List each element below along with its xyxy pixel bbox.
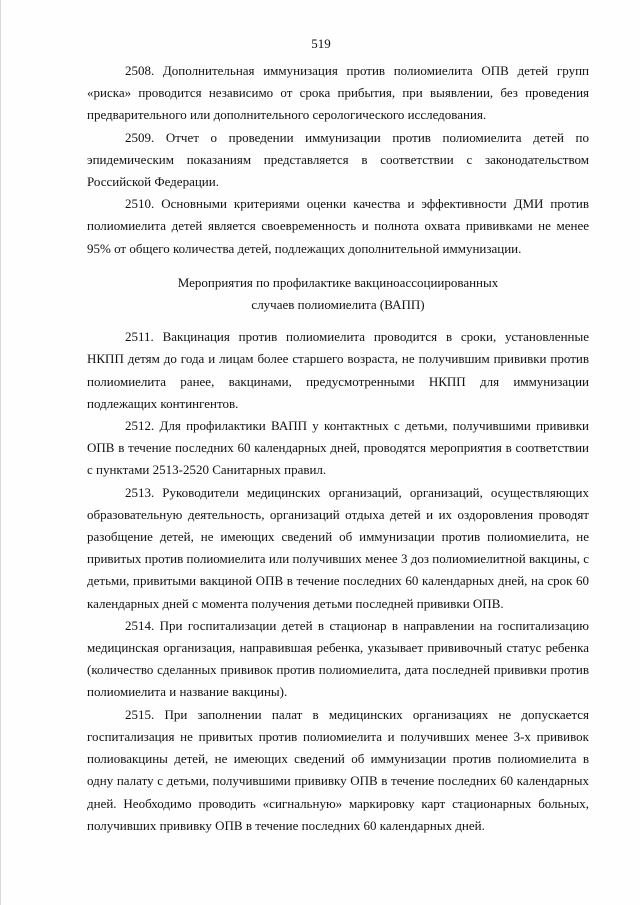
document-body: [87, 60, 589, 837]
paragraph-2512: 2512. Для профилактики ВАПП у контактных с детьми, получившими прививки ОПВ в течение последних 60 календарных дней, проводятся мероприятия в соответствии с пунктами 2513-2520 Санитарных правил.: [87, 418, 589, 478]
page-number: 519: [311, 36, 331, 51]
paragraph-2513: 2513. Руководители медицинских организаций, организаций, осуществляющих образовательную деятельность, организаций отдыха детей и их оздоровления проводят разобщение детей, не имеющих сведений об иммунизации против полиомиелита, не привитых против полиомиелита или получивших менее 3 доз полиомиелитной вакцины, с детьми, привитыми вакциной ОПВ в течение последних 60 календарных дней, на срок 60 календарных дней с момента получения детьми последней прививки ОПВ.: [87, 484, 589, 611]
paragraph-2514: 2514. При госпитализации детей в стационар в направлении на госпитализацию медицинская организация, направившая ребенка, указывает прививочный статус ребенка (количество сделанных прививок против полиомиелита, дата последней прививки против полиомиелита и название вакцины).: [87, 617, 589, 700]
section-heading-line-2: случаев полиомиелита (ВАПП): [251, 297, 425, 313]
paragraph-2515: 2515. При заполнении палат в медицинских организациях не допускается госпитализация не привитых против полиомиелита и получивших менее 3-х прививок полиовакцины детей, не имеющих сведений об иммунизации против полиомиелита в одну палату с детьми, получившими прививку ОПВ в течение последних 60 календарных дней. Необходимо проводить «сигнальную» маркировку карт стационарных больных, получивших прививку ОПВ в течение последних 60 календарных дней.: [87, 706, 589, 833]
paragraph-2510: 2510. Основными критериями оценки качества и эффективности ДМИ против полиомиелита детей является своевременность и полнота охвата прививками не менее 95% от общего количества детей, подлежащих дополнительной иммунизации.: [87, 196, 589, 256]
paragraph-2508: 2508. Дополнительная иммунизация против полиомиелита ОПВ детей групп «риска» проводится независимо от срока прибытия, при выявлении, без проведения предварительного или дополнительного серологического исследования.: [87, 63, 589, 123]
paragraph-2509: 2509. Отчет о проведении иммунизации против полиомиелита детей по эпидемическим показаниям представляется в соответствии с законодательством Российской Федерации.: [87, 129, 589, 190]
paragraph-2511: 2511. Вакцинация против полиомиелита проводится в сроки, установленные НКПП детям до года и лицам более старшего возраста, не получившим прививки против полиомиелита ранее, вакцинами, предусмотренными НКПП для иммунизации подлежащих контингентов.: [87, 329, 589, 411]
section-heading: [87, 272, 589, 316]
section-heading-line-1: Мероприятия по профилактике вакциноассоциированных: [177, 274, 499, 290]
